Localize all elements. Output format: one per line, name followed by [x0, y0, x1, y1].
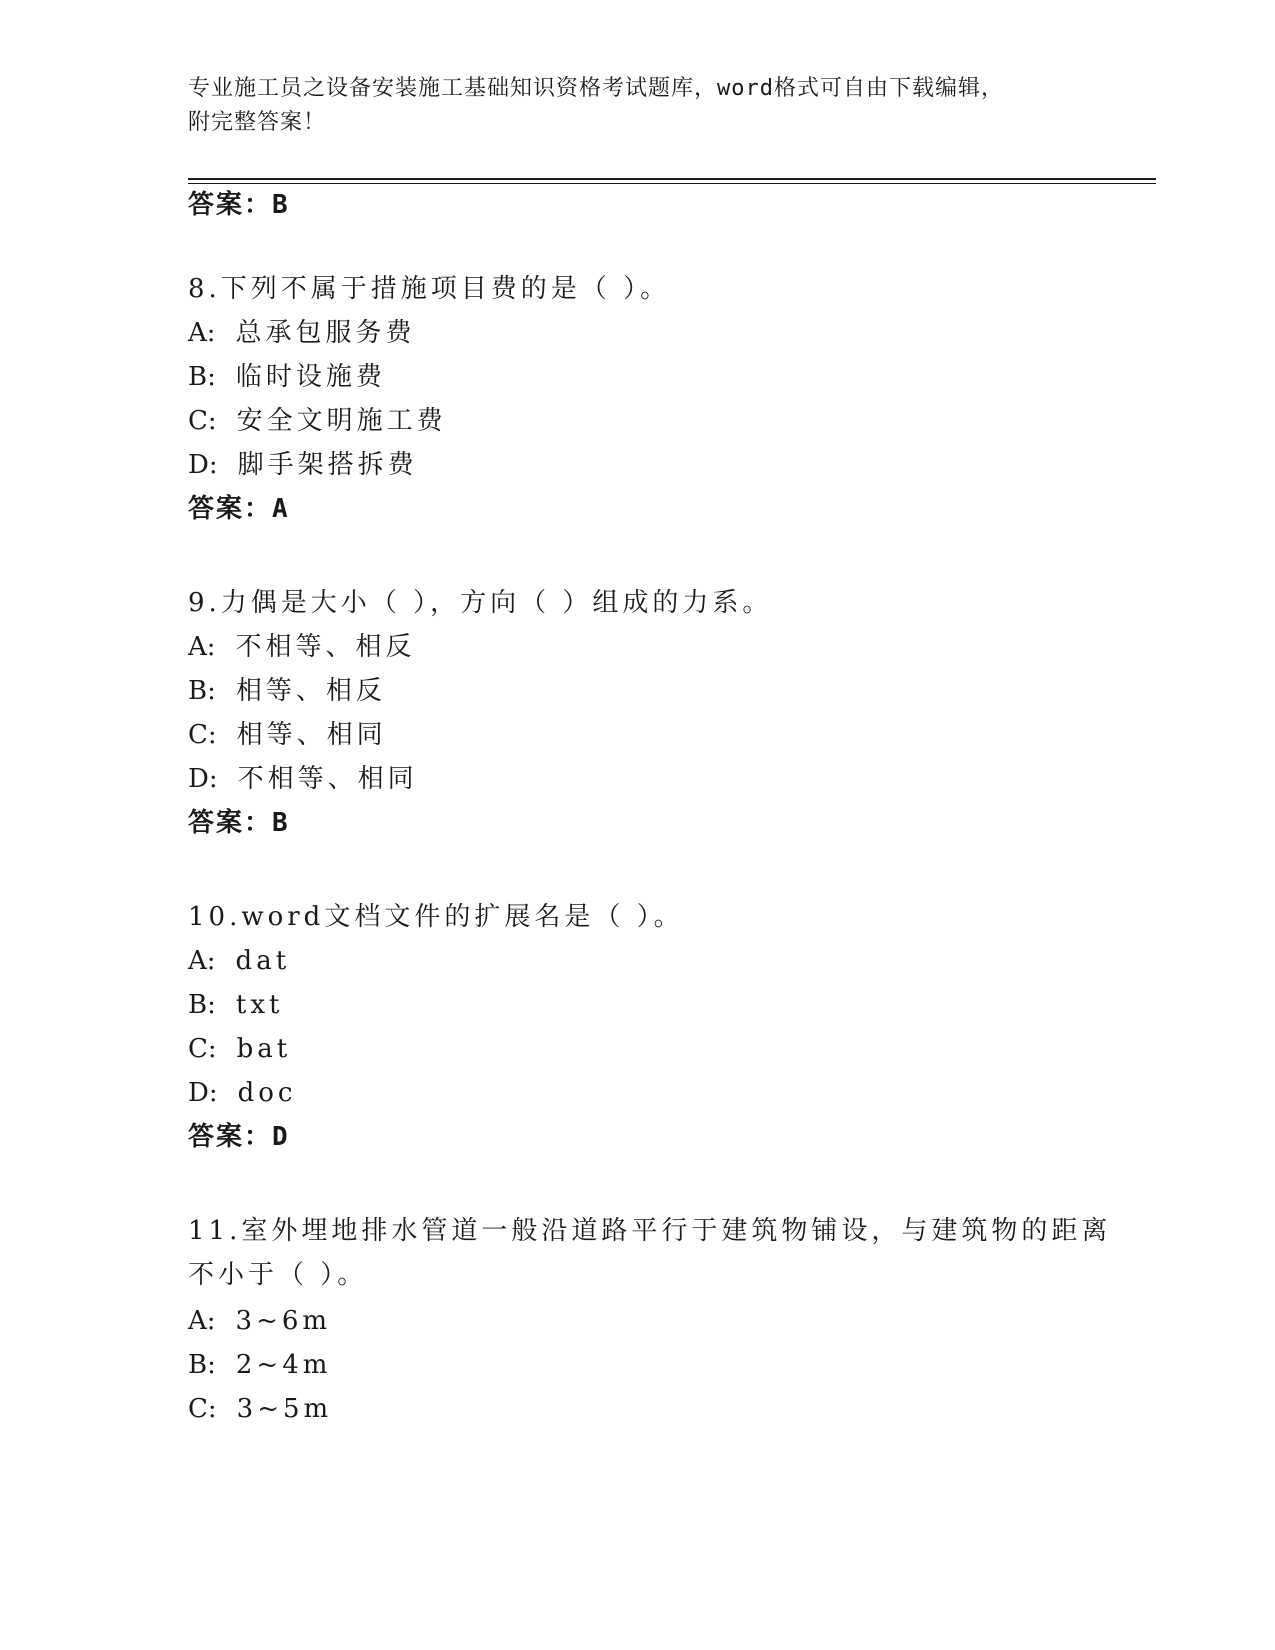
- option-text: 不相等、相反: [235, 632, 416, 662]
- option-text: 总承包服务费: [235, 318, 416, 348]
- question-9-option-c: [188, 718, 387, 752]
- question-10-answer: 答案：D: [188, 1122, 290, 1152]
- question-9-option-d: [188, 762, 418, 796]
- question-8-answer: 答案：A: [188, 494, 290, 524]
- option-text: doc: [237, 1078, 297, 1108]
- answer-prev: 答案：B: [188, 190, 290, 220]
- option-text: 3~5m: [236, 1394, 333, 1424]
- option-label: A:: [188, 318, 216, 348]
- question-11-option-a: [188, 1304, 331, 1338]
- question-8-stem: 8.下列不属于措施项目费的是（ ）。: [188, 274, 671, 304]
- question-11-option-c: [188, 1392, 332, 1426]
- question-10-option-a: [188, 944, 290, 978]
- option-label: D:: [188, 764, 218, 794]
- option-label: B:: [188, 990, 216, 1020]
- question-10-option-b: [188, 988, 283, 1022]
- question-8-option-d: [188, 448, 418, 482]
- option-text: 相等、相反: [235, 676, 386, 706]
- option-label: B:: [188, 1350, 216, 1380]
- option-label: C:: [188, 720, 217, 750]
- option-label: D:: [188, 1078, 218, 1108]
- option-label: A:: [188, 946, 216, 976]
- question-9-answer: 答案：B: [188, 808, 290, 838]
- option-text: 临时设施费: [235, 362, 386, 392]
- question-9-option-a: [188, 630, 416, 664]
- question-10-stem: 10.word文档文件的扩展名是（ ）。: [188, 902, 684, 932]
- option-label: B:: [188, 362, 216, 392]
- question-9-option-b: [188, 674, 386, 708]
- option-label: A:: [188, 632, 216, 662]
- option-text: 安全文明施工费: [236, 406, 447, 436]
- question-8-option-c: [188, 404, 447, 438]
- option-text: dat: [235, 946, 291, 976]
- question-10-option-c: [188, 1032, 291, 1066]
- option-label: C:: [188, 406, 217, 436]
- option-label: C:: [188, 1034, 217, 1064]
- question-8-option-b: [188, 360, 386, 394]
- option-text: txt: [235, 990, 284, 1020]
- header-divider: [188, 178, 1156, 180]
- option-text: 不相等、相同: [237, 764, 418, 794]
- option-label: C:: [188, 1394, 217, 1424]
- header-line-2: 附完整答案！: [188, 110, 327, 135]
- option-label: B:: [188, 676, 216, 706]
- question-11-option-b: [188, 1348, 331, 1382]
- option-label: D:: [188, 450, 218, 480]
- question-9-stem: 9.力偶是大小（ ），方向（ ）组成的力系。: [188, 588, 773, 618]
- header-divider-thin: [188, 183, 1156, 184]
- question-8-option-a: [188, 316, 416, 350]
- option-text: bat: [236, 1034, 292, 1064]
- option-text: 相等、相同: [236, 720, 387, 750]
- option-text: 脚手架搭拆费: [237, 450, 418, 480]
- header-line-1: 专业施工员之设备安装施工基础知识资格考试题库，word格式可自由下载编辑，: [188, 76, 1004, 101]
- option-text: 3~6m: [235, 1306, 332, 1336]
- question-11-stem-line-1: 11.室外埋地排水管道一般沿道路平行于建筑物铺设，与建筑物的距离: [188, 1216, 1112, 1246]
- question-10-option-d: [188, 1076, 296, 1110]
- question-11-stem-line-2: 不小于（ ）。: [188, 1260, 368, 1290]
- document-header: [188, 72, 1088, 140]
- option-label: A:: [188, 1306, 216, 1336]
- option-text: 2~4m: [235, 1350, 332, 1380]
